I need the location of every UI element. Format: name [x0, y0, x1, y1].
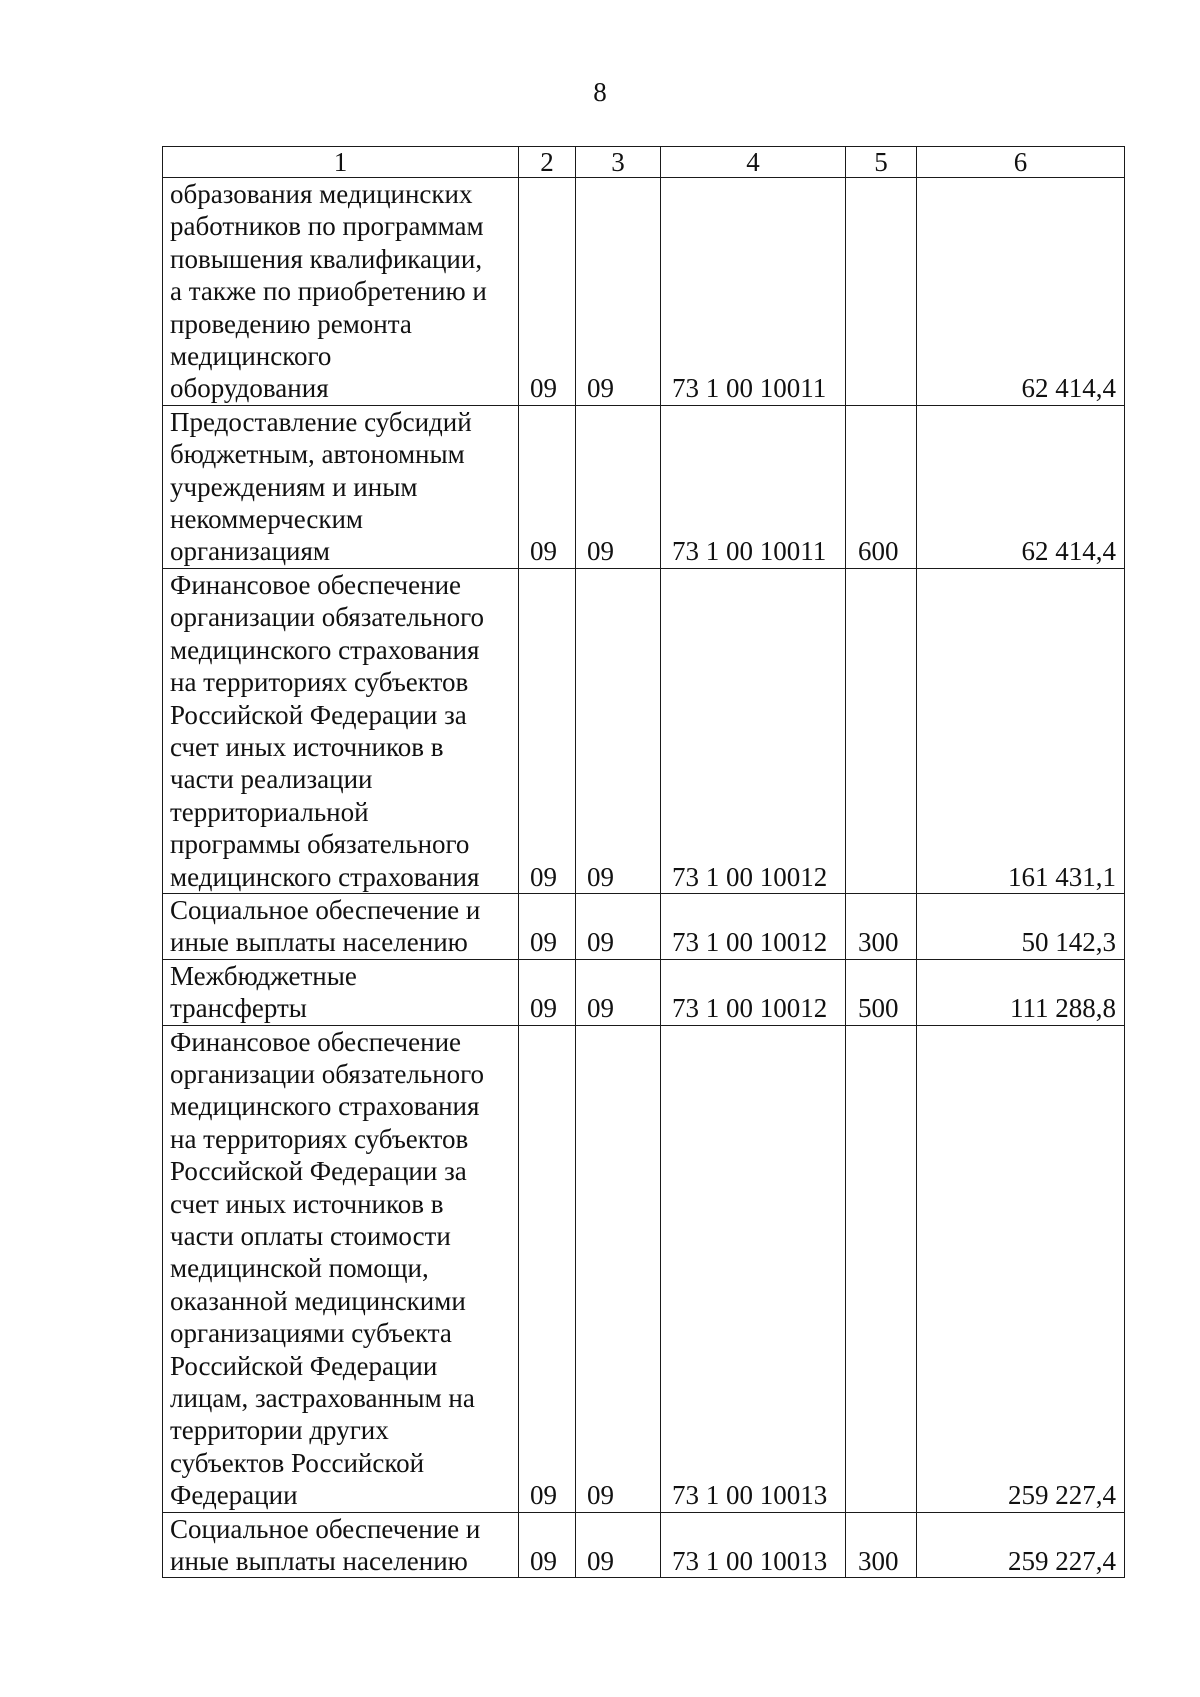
row-name-line: Российской Федерации	[170, 1350, 438, 1381]
row-amount: 259 227,4	[917, 1512, 1125, 1578]
row-name-line: оказанной медицинскими	[170, 1285, 466, 1316]
row-expense-type: 300	[846, 1512, 917, 1578]
row-expense-type: 600	[846, 405, 917, 568]
row-section-code: 09	[519, 959, 576, 1025]
row-target-article: 73 1 00 10012	[661, 959, 846, 1025]
row-name-line: Предоставление субсидий	[170, 406, 472, 437]
row-expense-type: 300	[846, 893, 917, 959]
row-target-article: 73 1 00 10013	[661, 1025, 846, 1512]
row-name-line: Финансовое обеспечение	[170, 1026, 462, 1057]
row-name-line: проведению ремонта	[170, 308, 412, 339]
row-expense-type	[846, 568, 917, 893]
row-name	[163, 1512, 519, 1578]
row-name-line: части реализации	[170, 764, 373, 795]
row-name-line: организации обязательного	[170, 1058, 485, 1089]
table-row	[163, 959, 1125, 1025]
row-name-line: территориальной	[170, 796, 369, 827]
row-name-line: медицинского страхования	[170, 1091, 480, 1122]
row-name-line: а также по приобретению и	[170, 276, 487, 307]
table-row	[163, 1025, 1125, 1512]
row-amount: 62 414,4	[917, 178, 1125, 406]
row-name-line: образования медицинских	[170, 179, 473, 209]
row-target-article: 73 1 00 10011	[661, 405, 846, 568]
row-name-line: территории других	[170, 1415, 389, 1446]
row-section-code: 09	[519, 178, 576, 406]
row-name-line: медицинского страхования	[170, 634, 480, 665]
row-amount: 259 227,4	[917, 1025, 1125, 1512]
row-name	[163, 893, 519, 959]
row-subsection-code: 09	[576, 178, 661, 406]
row-subsection-code: 09	[576, 568, 661, 893]
row-name-line: иные выплаты населению	[170, 1546, 468, 1577]
row-section-code: 09	[519, 405, 576, 568]
row-name	[163, 568, 519, 893]
page-number: 8	[593, 77, 607, 107]
row-name-line: медицинского	[170, 341, 332, 372]
column-header-6: 6	[917, 147, 1125, 178]
column-header-5: 5	[846, 147, 917, 178]
row-section-code: 09	[519, 568, 576, 893]
row-target-article: 73 1 00 10011	[661, 178, 846, 406]
column-header-3: 3	[576, 147, 661, 178]
row-name-line: работников по программам	[170, 211, 484, 242]
row-name-line: Финансовое обеспечение	[170, 569, 462, 600]
row-name-line: Российской Федерации за	[170, 1156, 467, 1187]
column-header-4: 4	[661, 147, 846, 178]
row-amount: 50 142,3	[917, 893, 1125, 959]
budget-table	[162, 146, 1125, 1578]
row-name	[163, 178, 519, 406]
row-name-line: Социальное обеспечение и	[170, 894, 481, 925]
row-subsection-code: 09	[576, 1025, 661, 1512]
row-name-line: субъектов Российской	[170, 1447, 425, 1478]
header-row	[163, 147, 1125, 178]
row-name-line: Российской Федерации за	[170, 699, 467, 730]
row-name-line: иные выплаты населению	[170, 927, 468, 958]
table-body	[163, 178, 1125, 1578]
row-name-line: повышения квалификации,	[170, 243, 483, 274]
row-name-line: Социальное обеспечение и	[170, 1513, 481, 1544]
row-name-line: на территориях субъектов	[170, 667, 469, 698]
row-name	[163, 1025, 519, 1512]
row-name	[163, 405, 519, 568]
column-header-2: 2	[519, 147, 576, 178]
row-name-line: медицинского страхования	[170, 861, 480, 892]
row-name-line: оборудования	[170, 373, 329, 404]
row-name-line: счет иных источников в	[170, 1188, 444, 1219]
row-expense-type	[846, 1025, 917, 1512]
row-amount: 111 288,8	[917, 959, 1125, 1025]
row-target-article: 73 1 00 10013	[661, 1512, 846, 1578]
row-amount: 161 431,1	[917, 568, 1125, 893]
table-row	[163, 893, 1125, 959]
row-name-line: медицинской помощи,	[170, 1253, 429, 1284]
row-name-line: части оплаты стоимости	[170, 1221, 451, 1251]
row-name-line: программы обязательного	[170, 829, 470, 860]
row-target-article: 73 1 00 10012	[661, 568, 846, 893]
row-name	[163, 959, 519, 1025]
row-name-line: счет иных источников в	[170, 731, 444, 762]
row-subsection-code: 09	[576, 893, 661, 959]
row-subsection-code: 09	[576, 1512, 661, 1578]
row-name-line: учреждениям и иным	[170, 471, 418, 502]
row-section-code: 09	[519, 1512, 576, 1578]
row-name-line: лицам, застрахованным на	[170, 1383, 475, 1414]
table-row	[163, 568, 1125, 893]
row-name-line: Межбюджетные	[170, 960, 357, 991]
row-section-code: 09	[519, 1025, 576, 1512]
row-name-line: бюджетным, автономным	[170, 439, 465, 470]
row-target-article: 73 1 00 10012	[661, 893, 846, 959]
table-row	[163, 178, 1125, 406]
row-expense-type	[846, 178, 917, 406]
row-name-line: трансферты	[170, 993, 307, 1024]
row-name-line: организации обязательного	[170, 602, 485, 633]
column-header-1: 1	[163, 147, 519, 178]
table-row	[163, 1512, 1125, 1578]
row-name-line: организациями субъекта	[170, 1318, 452, 1349]
row-subsection-code: 09	[576, 405, 661, 568]
row-subsection-code: 09	[576, 959, 661, 1025]
row-name-line: Федерации	[170, 1480, 298, 1511]
row-expense-type: 500	[846, 959, 917, 1025]
row-section-code: 09	[519, 893, 576, 959]
row-amount: 62 414,4	[917, 405, 1125, 568]
table-row	[163, 405, 1125, 568]
row-name-line: на территориях субъектов	[170, 1123, 469, 1154]
row-name-line: организациям	[170, 536, 331, 567]
row-name-line: некоммерческим	[170, 504, 364, 535]
